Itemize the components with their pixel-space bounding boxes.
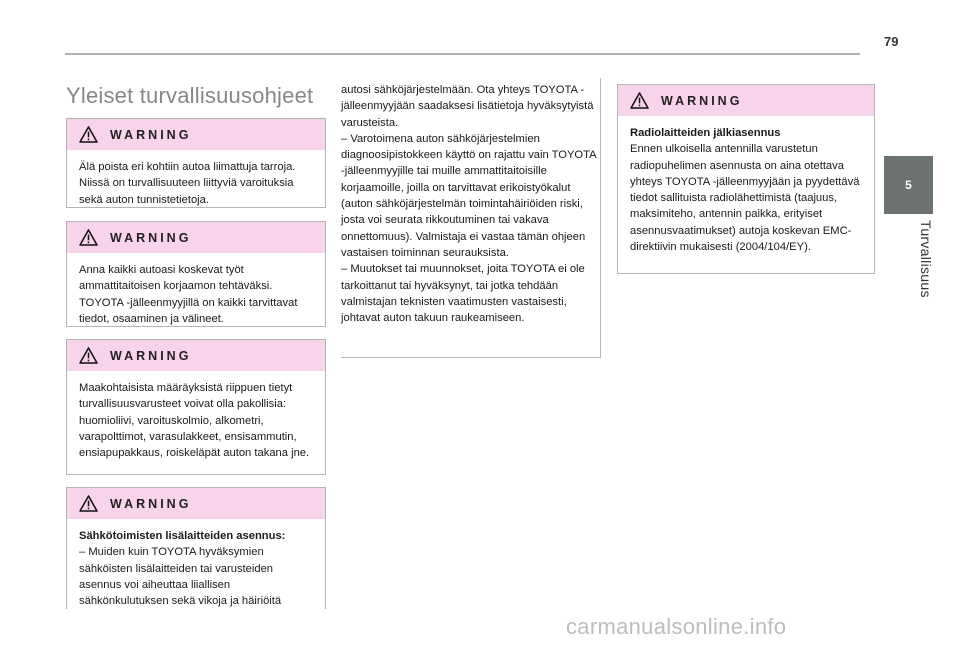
warning-bold-heading: Radiolaitteiden jälkiasennus: [630, 127, 781, 139]
warning-triangle-icon: [79, 126, 98, 143]
warning-body: [67, 150, 325, 208]
page-number: 79: [884, 34, 899, 49]
warning-title: WARNING: [661, 93, 743, 108]
section-title: Yleiset turvallisuusohjeet: [66, 83, 314, 108]
top-rule: [65, 53, 860, 55]
warning-title: WARNING: [110, 127, 192, 142]
warning-text: Ennen ulkoisella antennilla varustetun radiopuhelimen asennusta on aina otettava yhteys TOYOTA -jälleenmyyjään ja pyydettävä tiedot sallituista radiolähettimistä (taajuus, maksimiteho, antennin paikka, erityiset asennusvaatimukset) autoja koskevan EMC-direktiivin mukaisesti (2004/104/EY).: [630, 143, 860, 254]
warning-title: WARNING: [110, 496, 192, 511]
paragraph: – Varotoimena auton sähköjärjestelmien diagnoosipistokkeen käyttö on rajattu vain TOYOTA -jälleenmyyjille tai muille ammattitaitoisille korjaamoille, joilla on tarvittavat erikoistyökalut (auton sähköjärjestelmän toimintahäiriöiden riski, josta voi seurata rikkoutuminen tai vakava onnettomuus). Valmistaja ei vastaa tämän ohjeen vastaisen toiminnan seurauksista.: [341, 132, 596, 259]
warning-box: [617, 84, 875, 274]
warning-triangle-icon: [630, 92, 649, 109]
chapter-tab[interactable]: [884, 156, 933, 214]
warning-title: WARNING: [110, 348, 192, 363]
warning-box: [66, 339, 326, 475]
warning-body: [67, 519, 325, 609]
chapter-tab-number: 5: [905, 178, 912, 192]
warning-box: [66, 221, 326, 327]
warning-triangle-icon: [79, 347, 98, 364]
chapter-tab-label: Turvallisuus: [918, 220, 934, 298]
warning-box: [66, 118, 326, 208]
continued-text-panel: [341, 78, 601, 358]
warning-header: [67, 488, 325, 519]
warning-header: [618, 85, 874, 116]
warning-bold-heading: Sähkötoimisten lisälaitteiden asennus:: [79, 530, 286, 542]
warning-text: Älä poista eri kohtiin autoa liimattuja tarroja. Niissä on turvallisuuteen liittyviä varoituksia sekä auton tunnistetietoja.: [79, 161, 296, 206]
warning-header: [67, 222, 325, 253]
paragraph: – Muutokset tai muunnokset, joita TOYOTA ei ole tarkoittanut tai hyväksynyt, tai jotka tehdään valmistajan teknisten vaatimusten vastaisesti, johtavat auton takuun raukeamiseen.: [341, 263, 585, 325]
warning-header: [67, 340, 325, 371]
warning-header: [67, 119, 325, 150]
warning-body: [67, 253, 325, 327]
warning-text: Anna kaikki autoasi koskevat työt ammattitaitoisen korjaamon tehtäväksi. TOYOTA -jälleenmyyjillä on kaikki tarvittavat tiedot, osaaminen ja välineet.: [79, 264, 298, 325]
warning-triangle-icon: [79, 229, 98, 246]
warning-text: – Muiden kuin TOYOTA hyväksymien sähköisten lisälaitteiden tai varusteiden asennus voi aiheuttaa liiallisen sähkönkulutuksen sekä vikoja ja häiriöitä: [79, 546, 282, 608]
warning-triangle-icon: [79, 495, 98, 512]
warning-box: [66, 487, 326, 609]
warning-text: Maakohtaisista määräyksistä riippuen tietyt turvallisuusvarusteet voivat olla pakollisia: huomioliivi, varoituskolmio, alkometri, varapolttimot, varasulakkeet, ensisammutin, ensiapupakkaus, roiskeläpät auton takana jne.: [79, 382, 310, 460]
watermark: carmanualsonline.info: [566, 614, 787, 639]
warning-body: [618, 116, 874, 255]
warning-body: [67, 371, 325, 461]
paragraph: autosi sähköjärjestelmään. Ota yhteys TOYOTA -jälleenmyyjään saadaksesi lisätietoja hyväksytyistä varusteista.: [341, 84, 594, 129]
warning-title: WARNING: [110, 230, 192, 245]
